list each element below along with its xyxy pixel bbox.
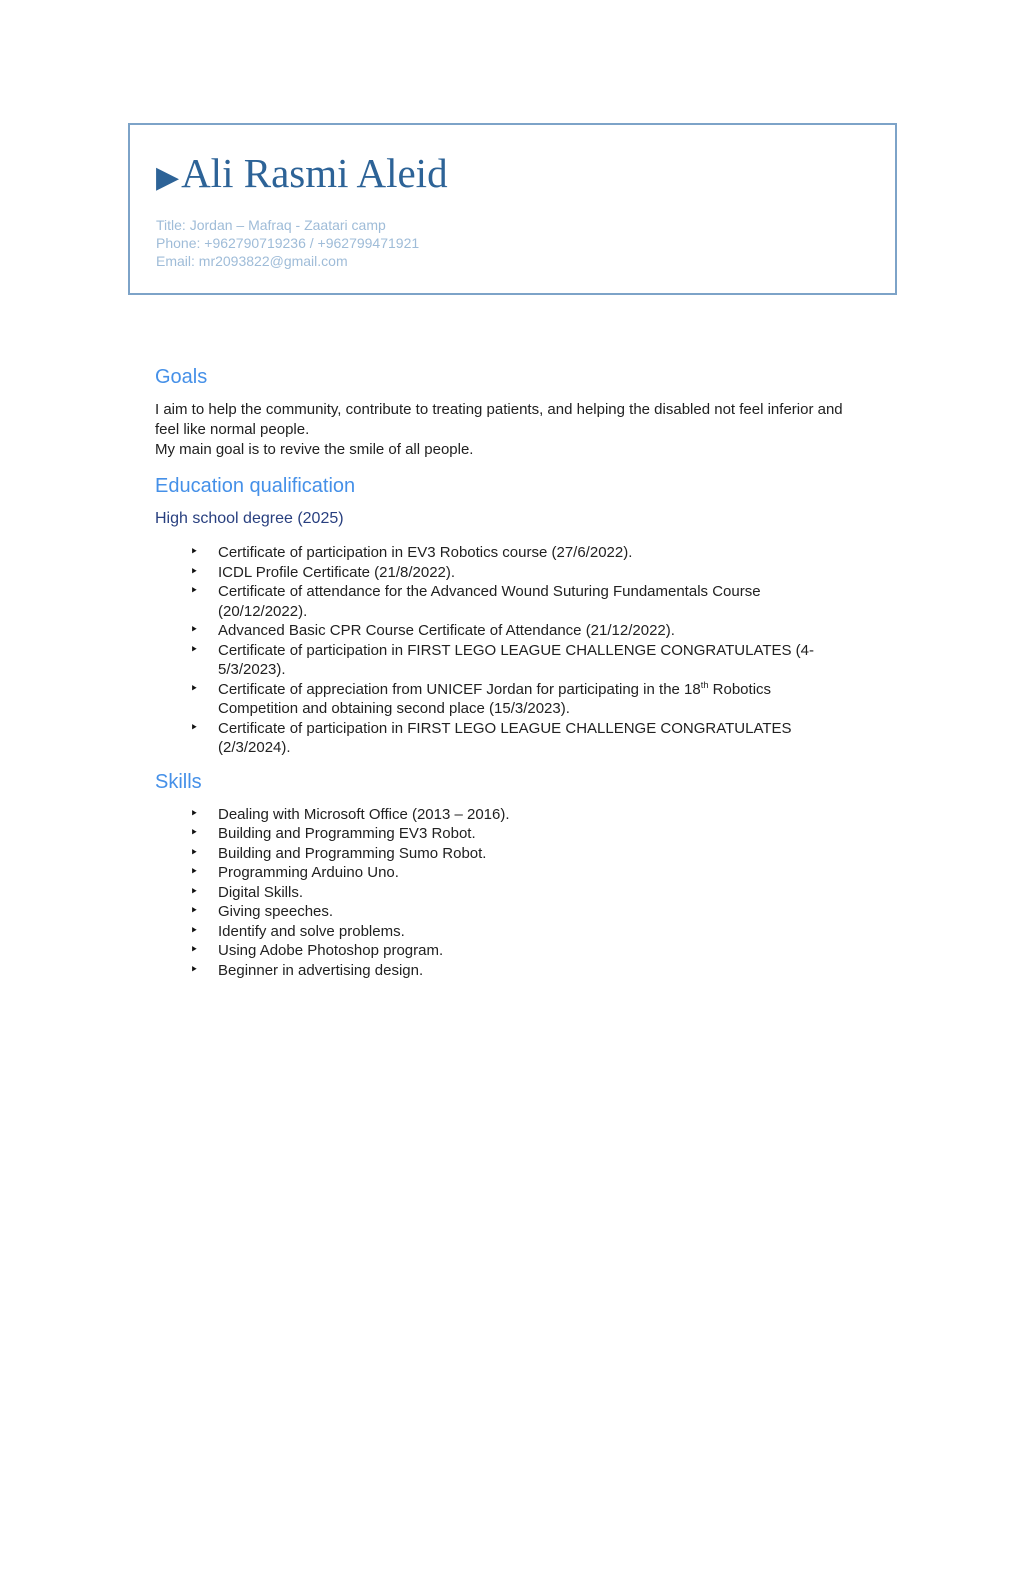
- skills-list-item: [190, 824, 1024, 844]
- bullet-triangle-icon: ‣: [190, 563, 199, 580]
- bullet-triangle-icon: ‣: [190, 903, 199, 919]
- name-line: [156, 145, 865, 206]
- education-item-text: ICDL Profile Certificate (21/8/2022).: [218, 563, 456, 581]
- bullet-triangle-icon: ‣: [190, 961, 199, 978]
- candidate-name: Ali Rasmi Aleid: [181, 150, 448, 196]
- contact-block: [156, 216, 865, 270]
- bullet-triangle-icon: ‣: [190, 719, 199, 736]
- skills-list-item: [190, 883, 1024, 903]
- skills-list-item: [190, 902, 1024, 922]
- bullet-triangle-icon: ‣: [190, 544, 199, 560]
- skill-item-text: Using Adobe Photoshop program.: [218, 942, 444, 959]
- skill-item-text: Programming Arduino Uno.: [218, 864, 399, 881]
- skills-list-item: [190, 961, 1024, 981]
- contact-email-line: Email: mr2093822@gmail.com: [156, 253, 348, 269]
- education-item-text: Certificate of participation in FIRST LEGO LEAGUE CHALLENGE CONGRATULATES (2/3/2024).: [218, 719, 792, 756]
- education-item-text: Certificate of participation in FIRST LEGO LEAGUE CHALLENGE CONGRATULATES (4-5/3/2023).: [218, 641, 815, 678]
- education-list-item: [190, 680, 1024, 719]
- bullet-triangle-icon: ‣: [190, 680, 199, 697]
- skill-item-text: Building and Programming Sumo Robot.: [218, 844, 487, 862]
- skills-list-item: [190, 805, 1024, 825]
- skill-item-text: Building and Programming EV3 Robot.: [218, 825, 476, 842]
- skills-section-heading: Skills: [155, 770, 202, 793]
- bullet-triangle-icon: ‣: [190, 641, 199, 658]
- bullet-triangle-icon: ‣: [190, 883, 199, 900]
- bullet-triangle-icon: ‣: [190, 583, 199, 599]
- goals-paragraph-line-1: I aim to help the community, contribute to treating patients, and helping the disabled not feel inferior and feel like normal people.: [155, 401, 843, 438]
- skills-list-item: [190, 863, 1024, 883]
- bullet-triangle-icon: ‣: [190, 922, 199, 939]
- skill-item-text: Identify and solve problems.: [218, 922, 405, 940]
- education-item-text: Advanced Basic CPR Course Certificate of Attendance (21/12/2022).: [218, 622, 675, 639]
- skills-list-item: [190, 922, 1024, 942]
- skill-item-text: Giving speeches.: [218, 903, 334, 920]
- education-item-text: [218, 680, 840, 719]
- contact-title-line: Title: Jordan – Mafraq - Zaatari camp: [156, 217, 386, 233]
- bullet-triangle-icon: ‣: [190, 844, 199, 861]
- bullet-triangle-icon: ‣: [190, 942, 199, 958]
- header-box: [128, 123, 897, 295]
- skills-list: [190, 805, 1024, 981]
- resume-body: [155, 365, 1024, 980]
- bullet-triangle-icon: ‣: [190, 805, 199, 822]
- education-section-heading: Education qualification: [155, 475, 356, 497]
- bullet-triangle-icon: ‣: [190, 622, 199, 638]
- skill-item-text: Dealing with Microsoft Office (2013 – 2016).: [218, 805, 510, 823]
- goals-paragraph-line-2: My main goal is to revive the smile of all people.: [155, 441, 474, 458]
- skill-item-text: Beginner in advertising design.: [218, 961, 424, 979]
- skill-item-text: Digital Skills.: [218, 883, 304, 901]
- ordinal-superscript: th: [700, 679, 709, 690]
- education-item-text: Certificate of participation in EV3 Robotics course (27/6/2022).: [218, 544, 633, 561]
- contact-phone-line: Phone: +962790719236 / +962799471921: [156, 235, 420, 251]
- resume-page: [0, 123, 1024, 1571]
- skills-list-item: [190, 941, 1024, 961]
- education-item-text-after: Robotics Competition and obtaining second place (15/3/2023).: [218, 680, 772, 717]
- bullet-triangle-icon: ‣: [190, 825, 199, 841]
- education-subheading: High school degree (2025): [155, 510, 344, 527]
- triangle-pointer-icon: ▶: [156, 160, 180, 195]
- education-item-text-before: Certificate of appreciation from UNICEF Jordan for participating in the 18: [218, 680, 701, 698]
- skills-list-item: [190, 844, 1024, 864]
- education-list-item: [190, 641, 1024, 680]
- education-list: [190, 543, 1024, 758]
- education-list-item: [190, 543, 1024, 563]
- education-item-text: Certificate of attendance for the Advanced Wound Suturing Fundamentals Course (20/12/2022).: [218, 583, 761, 620]
- education-list-item: [190, 719, 1024, 758]
- education-list-item: [190, 582, 1024, 621]
- bullet-triangle-icon: ‣: [190, 864, 199, 880]
- education-list-item: [190, 563, 1024, 583]
- goals-section-heading: Goals: [155, 366, 208, 388]
- education-list-item: [190, 621, 1024, 641]
